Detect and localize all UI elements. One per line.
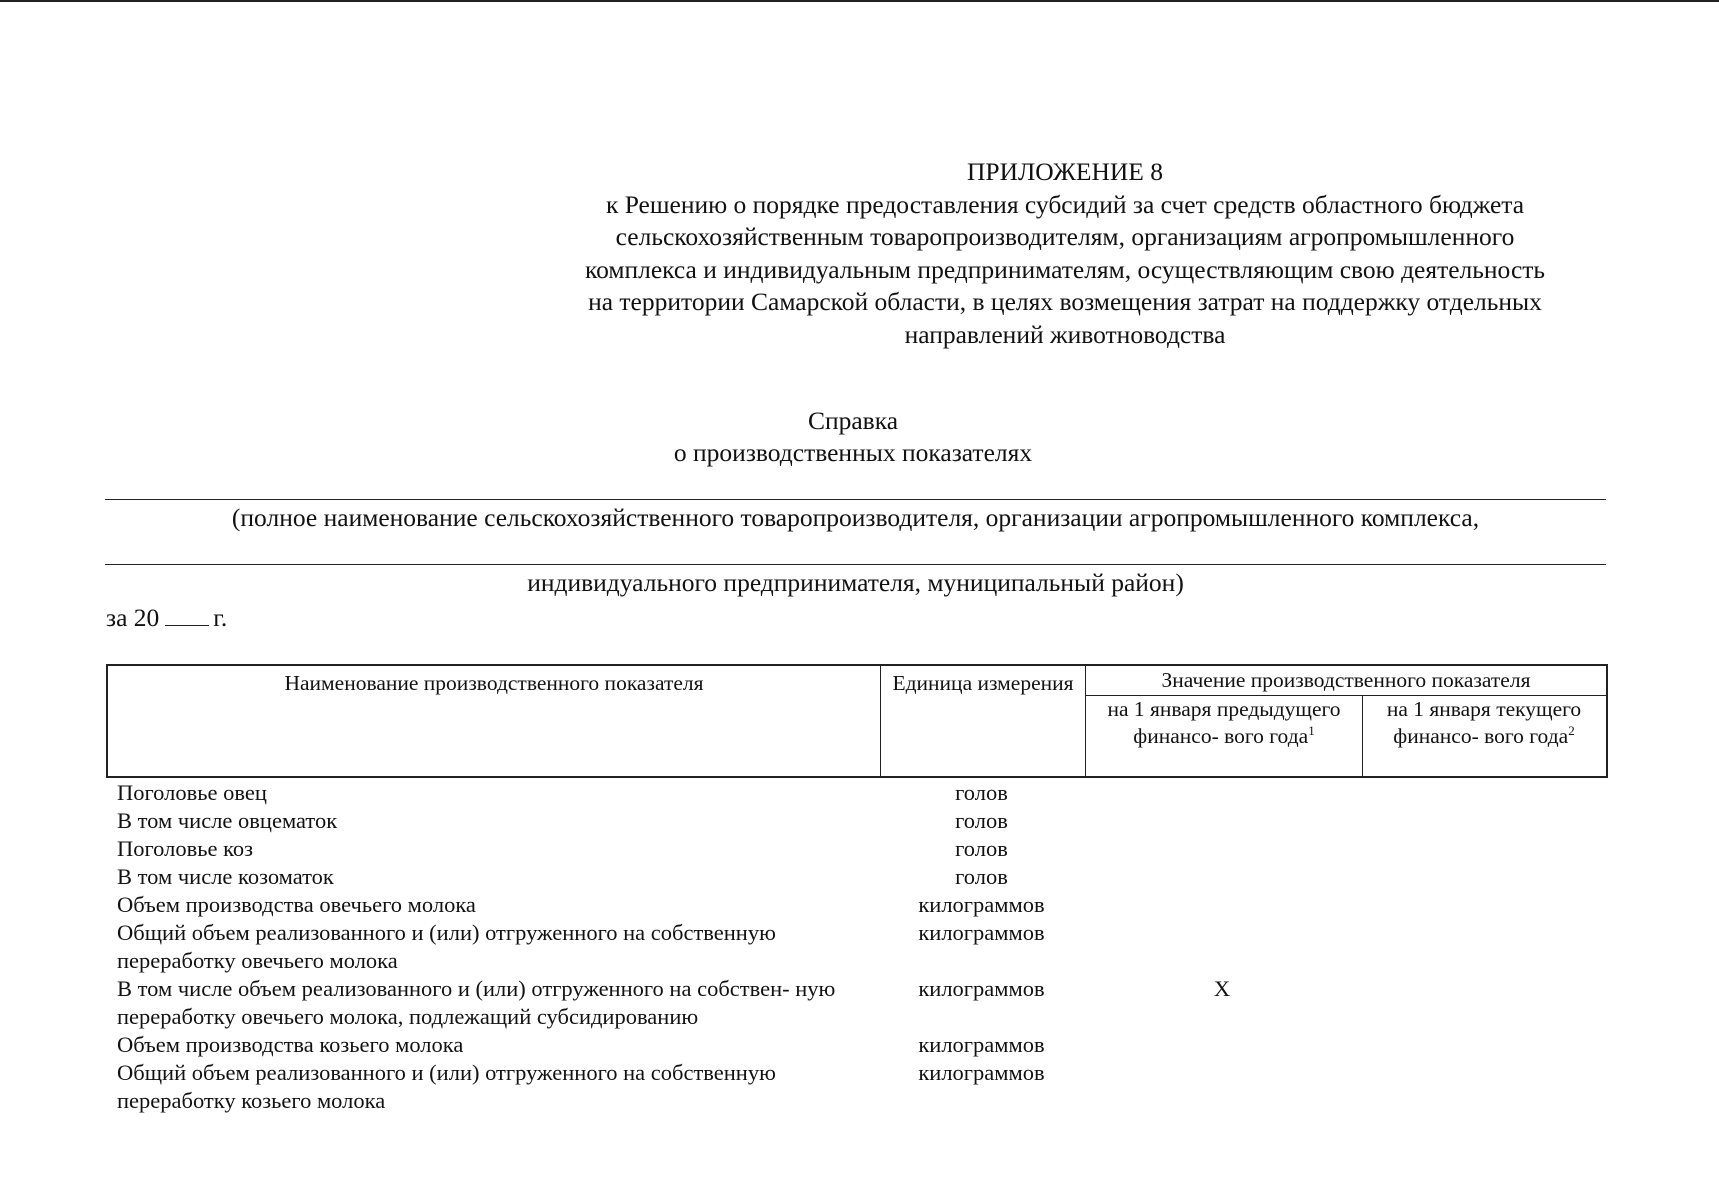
appendix-line: комплекса и индивидуальным предпринимателям, осуществляющим свою деятельность [584,254,1546,284]
top-border-line [0,0,1719,2]
year-blank [165,603,209,626]
row-prev-value [1084,891,1360,919]
row-name: Объем производства овечьего молока [117,892,476,917]
row-unit: голов [955,808,1008,833]
table-header [106,664,1608,778]
table-row [106,863,1608,891]
row-name: Общий объем реализованного и (или) отгруженного на собственную переработку овечьего молока [117,920,776,973]
footnote-marker: 2 [1568,723,1575,738]
row-prev-value [1084,1031,1360,1059]
row-prev-value [1084,807,1360,835]
row-prev-value [1084,1059,1360,1115]
appendix-line: направлений животноводства [904,319,1226,349]
row-unit: килограммов [918,1032,1045,1057]
row-curr-value [1360,807,1604,835]
row-curr-value [1360,891,1604,919]
row-curr-value [1360,779,1604,807]
row-curr-value [1360,835,1604,863]
row-prev-value [1084,863,1360,891]
row-curr-value [1360,1031,1604,1059]
header-prev-year-text: на 1 января предыдущего финансо- вого года [1107,697,1341,748]
row-name: Поголовье коз [117,836,254,861]
row-name: Объем производства козьего молока [117,1032,464,1057]
header-prev-year-cell [1086,695,1363,776]
row-curr-value [1360,919,1604,975]
row-name: В том числе объем реализованного и (или) отгруженного на собствен- ную переработку овечьего молока, подлежащий субсидированию [117,976,836,1029]
row-prev-value [1084,779,1360,807]
header-unit-cell: Единица измерения [881,666,1086,776]
header-curr-year-cell [1362,695,1606,776]
year-prefix: за 20 [106,603,160,632]
entity-name-fill-line [105,499,1606,500]
row-name: Общий объем реализованного и (или) отгруженного на собственную переработку козьего молока [117,1060,776,1113]
document-title: Справка [807,406,899,435]
row-unit: голов [955,864,1008,889]
table-row [106,1059,1608,1115]
row-name: В том числе козоматок [117,864,334,889]
row-unit: килограммов [918,892,1045,917]
table-row [106,1031,1608,1059]
table-row [106,919,1608,975]
table-row [106,807,1608,835]
table-row [106,891,1608,919]
table-body [106,779,1608,1115]
row-prev-value: X [1213,976,1231,1001]
year-suffix: г. [213,603,228,632]
table-row [106,779,1608,807]
row-prev-value [1084,919,1360,975]
header-name-cell: Наименование производственного показателя [108,666,881,776]
row-curr-value [1360,975,1604,1031]
row-unit: килограммов [918,976,1045,1001]
row-curr-value [1360,1059,1604,1115]
row-unit: килограммов [918,1060,1045,1085]
appendix-header [500,156,1630,351]
appendix-title: ПРИЛОЖЕНИЕ 8 [966,157,1164,186]
row-unit: голов [955,780,1008,805]
row-curr-value [1360,863,1604,891]
table-row [106,835,1608,863]
document-title-block [600,405,1106,469]
footnote-marker: 1 [1308,723,1315,738]
header-curr-year-text: на 1 января текущего финансо- вого года [1386,697,1582,748]
table-row [106,975,1608,1031]
year-line [106,603,227,633]
entity-caption-line-1: (полное наименование сельскохозяйственного товаропроизводителя, организации агропромышленного комплекса, [231,503,1480,532]
row-unit: килограммов [918,920,1045,945]
document-subtitle: о производственных показателях [673,438,1033,467]
header-value-group [1086,666,1606,776]
row-name: В том числе овцематок [117,808,338,833]
header-value-group-title: Значение производственного показателя [1086,666,1606,696]
entity-name-fill-line-2 [105,564,1606,565]
entity-caption-line-2: индивидуального предпринимателя, муниципальный район) [527,568,1184,597]
appendix-line: на территории Самарской области, в целях возмещения затрат на поддержку отдельных [588,287,1542,316]
appendix-line: к Решению о порядке предоставления субсидий за счет средств областного бюджета [605,189,1525,219]
appendix-line: сельскохозяйственным товаропроизводителям, организациям агропромышленного [615,222,1515,251]
row-prev-value [1084,835,1360,863]
row-name: Поголовье овец [117,780,267,805]
row-unit: голов [955,836,1008,861]
